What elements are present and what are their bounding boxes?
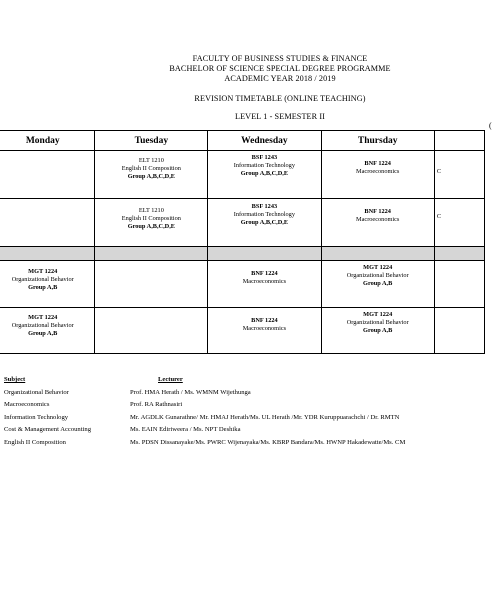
programme-title: BACHELOR OF SCIENCE SPECIAL DEGREE PROGRAMME: [169, 64, 391, 73]
slot-thursday: BNF 1224 Macroeconomics: [321, 151, 434, 199]
slot-fifth-cut: C: [434, 199, 484, 247]
slot-fifth-cut: C: [434, 151, 484, 199]
slot-fifth-cut: [434, 261, 484, 308]
slot-thursday: MGT 1224 Organizational Behavior Group A,B: [321, 308, 434, 354]
day-thursday: Thursday: [321, 131, 434, 151]
table-row: [0, 199, 485, 247]
academic-year: ACADEMIC YEAR 2018 / 2019: [224, 74, 336, 83]
interval-row: [0, 247, 485, 261]
subject-heading: Subject: [4, 376, 26, 383]
slot-thursday: BNF 1224 Macroeconomics: [321, 199, 434, 247]
slot-wednesday: BNF 1224 Macroeconomics: [208, 308, 321, 354]
slot-wednesday: BSF 1243 Information Technology Group A,B,C,D,E: [208, 199, 321, 247]
slot-tuesday: ELT 1210 English II Composition Group A,B,C,D,E: [95, 151, 208, 199]
slot-wednesday: BSF 1243 Information Technology Group A,B,C,D,E: [208, 151, 321, 199]
timetable-title: REVISION TIMETABLE (ONLINE TEACHING): [194, 94, 366, 103]
table-row: [0, 261, 485, 308]
day-monday: Monday: [0, 131, 95, 151]
slot-monday: MGT 1224 Organizational Behavior Group A,B: [0, 308, 95, 354]
faculty-title: FACULTY OF BUSINESS STUDIES & FINANCE: [192, 54, 368, 63]
slot-monday: [0, 151, 95, 199]
slot-tuesday: [95, 308, 208, 354]
day-wednesday: Wednesday: [208, 131, 321, 151]
table-row: [0, 308, 485, 354]
slot-wednesday: BNF 1224 Macroeconomics: [208, 261, 321, 308]
slot-tuesday: [95, 261, 208, 308]
slot-fifth-cut: [434, 308, 484, 354]
table-row: [0, 151, 485, 199]
day-tuesday: Tuesday: [95, 131, 208, 151]
timetable: [0, 130, 485, 354]
day-fifth-cut: [434, 131, 484, 151]
level-semester: LEVEL 1 - SEMESTER II: [234, 112, 326, 121]
lecturer-heading: Lecturer: [158, 376, 183, 383]
slot-monday: MGT 1224 Organizational Behavior Group A,B: [0, 261, 95, 308]
slot-tuesday: ELT 1210 English II Composition Group A,B,C,D,E: [95, 199, 208, 247]
corner-fragment: (: [489, 121, 492, 130]
slot-thursday: MGT 1224 Organizational Behavior Group A,B: [321, 261, 434, 308]
day-header-row: [0, 131, 485, 151]
slot-monday: [0, 199, 95, 247]
